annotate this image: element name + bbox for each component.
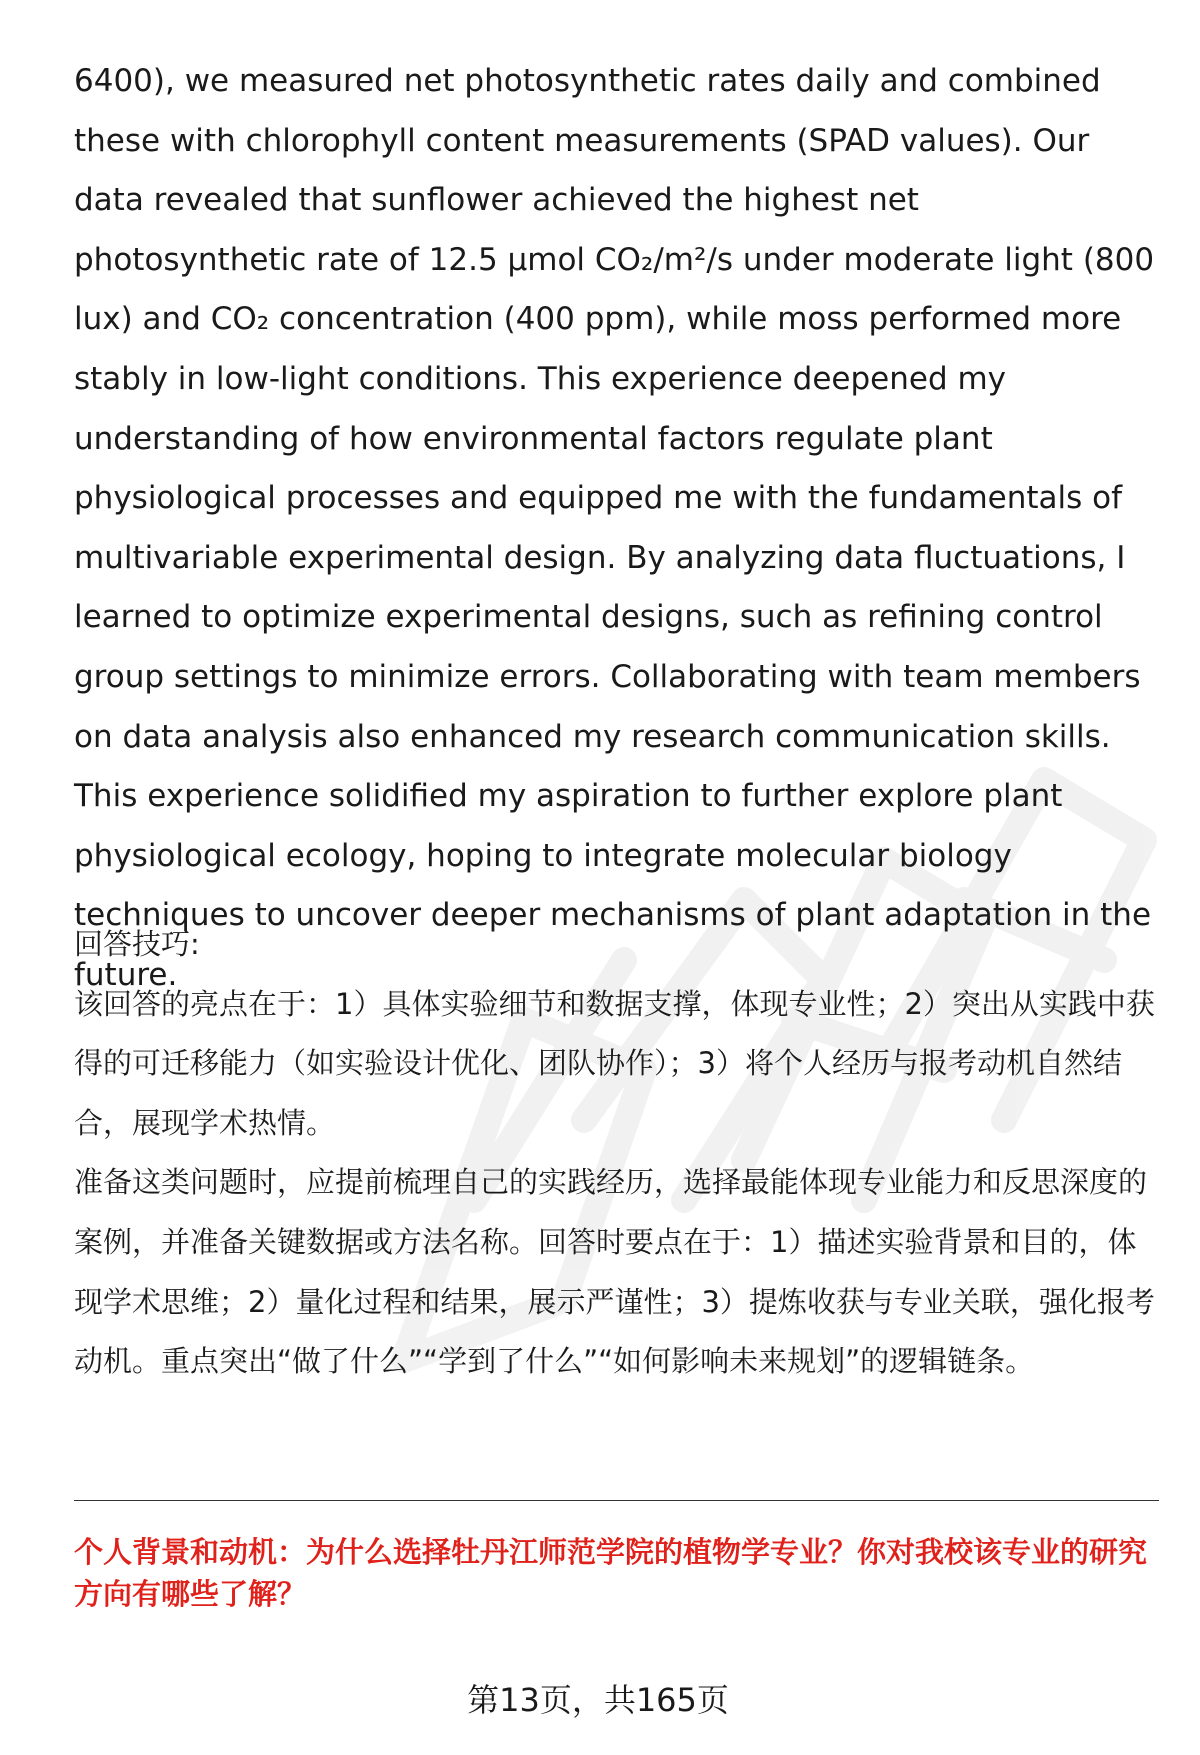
document-page <box>74 0 1159 1755</box>
tips-paragraph-highlights: 该回答的亮点在于：1）具体实验细节和数据支撑，体现专业性；2）突出从实践中获得的可迁移能力（如实验设计优化、团队协作）；3）将个人经历与报考动机自然结合，展现学术热情。 <box>74 986 1155 1140</box>
tips-heading: 回答技巧: <box>74 927 200 961</box>
section-divider <box>74 1500 1159 1501</box>
page-indicator: 第13页，共165页 <box>467 1681 729 1719</box>
body-paragraph: 6400), we measured net photosynthetic rates daily and combined these with chlorophyll content measurements (SPAD values). Our data revealed that sunflower achieved the highest net photosynthetic rate of 12.5 μmol CO₂/m²/s under moderate light (800 lux) and CO₂ concentration (400 ppm), while moss performed more stably in low-light conditions. This experience deepened my understanding of how environmental factors regulate plant physiological processes and equipped me with the fundamentals of multivariable experimental design. By analyzing data fluctuations, I learned to optimize experimental designs, such as refining control group settings to minimize errors. Collaborating with team members on data analysis also enhanced my research communication skills. This experience solidified my aspiration to further explore plant physiological ecology, hoping to integrate molecular biology techniques to uncover deeper mechanisms of plant adaptation in the future. <box>74 63 1155 993</box>
next-question-heading: 个人背景和动机：为什么选择牡丹江师范学院的植物学专业？你对我校该专业的研究方向有哪些了解？ <box>74 1535 1148 1611</box>
tips-paragraph-preparation: 准备这类问题时，应提前梳理自己的实践经历，选择最能体现专业能力和反思深度的案例，并准备关键数据或方法名称。回答时要点在于：1）描述实验背景和目的，体现学术思维；2）量化过程和结果，展示严谨性；3）提炼收获与专业关联，强化报考动机。重点突出“做了什么”“学到了什么”“如何影响未来规划”的逻辑链条。 <box>74 1165 1155 1379</box>
answer-tips-section <box>74 915 1159 1392</box>
